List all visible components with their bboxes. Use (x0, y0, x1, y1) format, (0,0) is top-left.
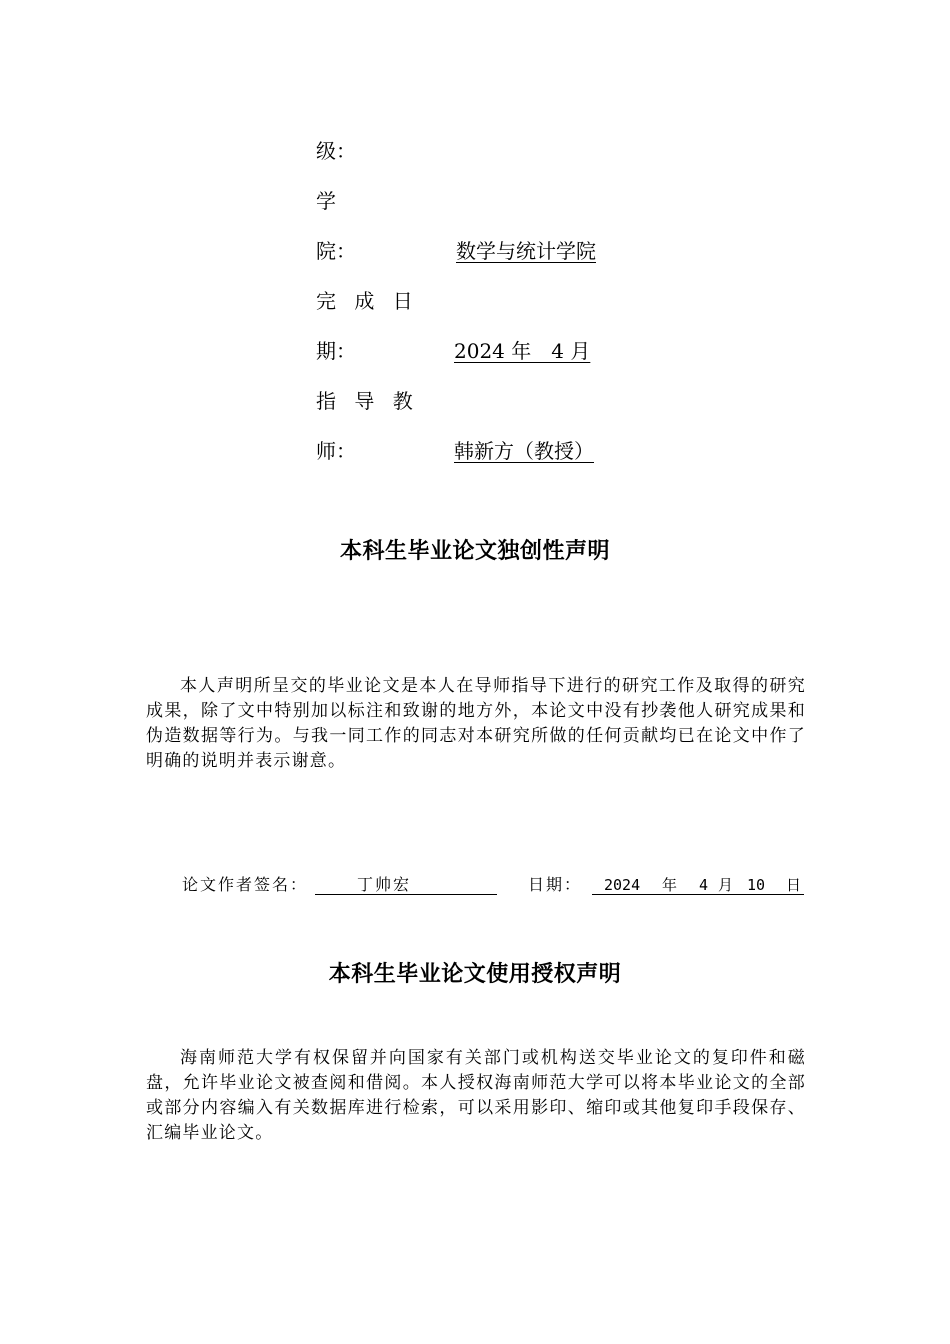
signature-row (146, 872, 806, 900)
advisor-value: 韩新方（教授） (454, 439, 594, 463)
originality-body: 本人声明所呈交的毕业论文是本人在导师指导下进行的研究工作及取得的研究成果，除了文中特别加以标注和致谢的地方外，本论文中没有抄袭他人研究成果和伪造数据等行为。与我一同工作的同志对本研究所做的任何贡献均已在论文中作了明确的说明并表示谢意。 (146, 676, 806, 771)
sign-date-month: 4 (699, 876, 709, 894)
class-row (316, 135, 736, 185)
authorization-title: 本科生毕业论文使用授权声明 (328, 962, 622, 987)
completion-date-label-part1: 完 成 日 (316, 289, 413, 313)
sign-date-day: 10 (747, 876, 766, 894)
college-label-part1: 学 (316, 189, 336, 213)
date-row (316, 335, 736, 385)
originality-title: 本科生毕业论文独创性声明 (339, 539, 610, 564)
sign-date-month-unit: 月 (718, 876, 734, 894)
advisor-label-part2: 师： (316, 439, 356, 463)
authorization-body: 海南师范大学有权保留并向国家有关部门或机构送交毕业论文的复印件和磁盘，允许毕业论文被查阅和借阅。本人授权海南师范大学可以将本毕业论文的全部或部分内容编入有关数据库进行检索，可以采用影印、缩印或其他复印手段保存、汇编毕业论文。 (146, 1048, 806, 1143)
signature-field (315, 872, 497, 895)
college-row (316, 235, 736, 285)
date-label-row (316, 285, 736, 335)
class-label: 级： (316, 139, 356, 163)
completion-date-value: 2024 年 4 月 (454, 339, 591, 363)
advisor-label-part1: 指 导 教 (316, 389, 413, 413)
sign-date-year: 2024 (604, 876, 641, 894)
college-value: 数学与统计学院 (456, 239, 596, 263)
advisor-label-row (316, 385, 736, 435)
completion-date-label-part2: 期： (316, 339, 356, 363)
sign-date-field (592, 872, 804, 895)
sign-date-day-unit: 日 (786, 876, 802, 894)
cover-info-block (316, 135, 736, 485)
sign-date-year-unit: 年 (662, 876, 678, 894)
advisor-row (316, 435, 736, 485)
signature-label: 论文作者签名： (182, 875, 309, 894)
college-label-part2: 院： (316, 239, 356, 263)
sign-date-label: 日期： (528, 875, 583, 894)
college-label-row (316, 185, 736, 235)
signature-name: 丁帅宏 (357, 875, 412, 894)
